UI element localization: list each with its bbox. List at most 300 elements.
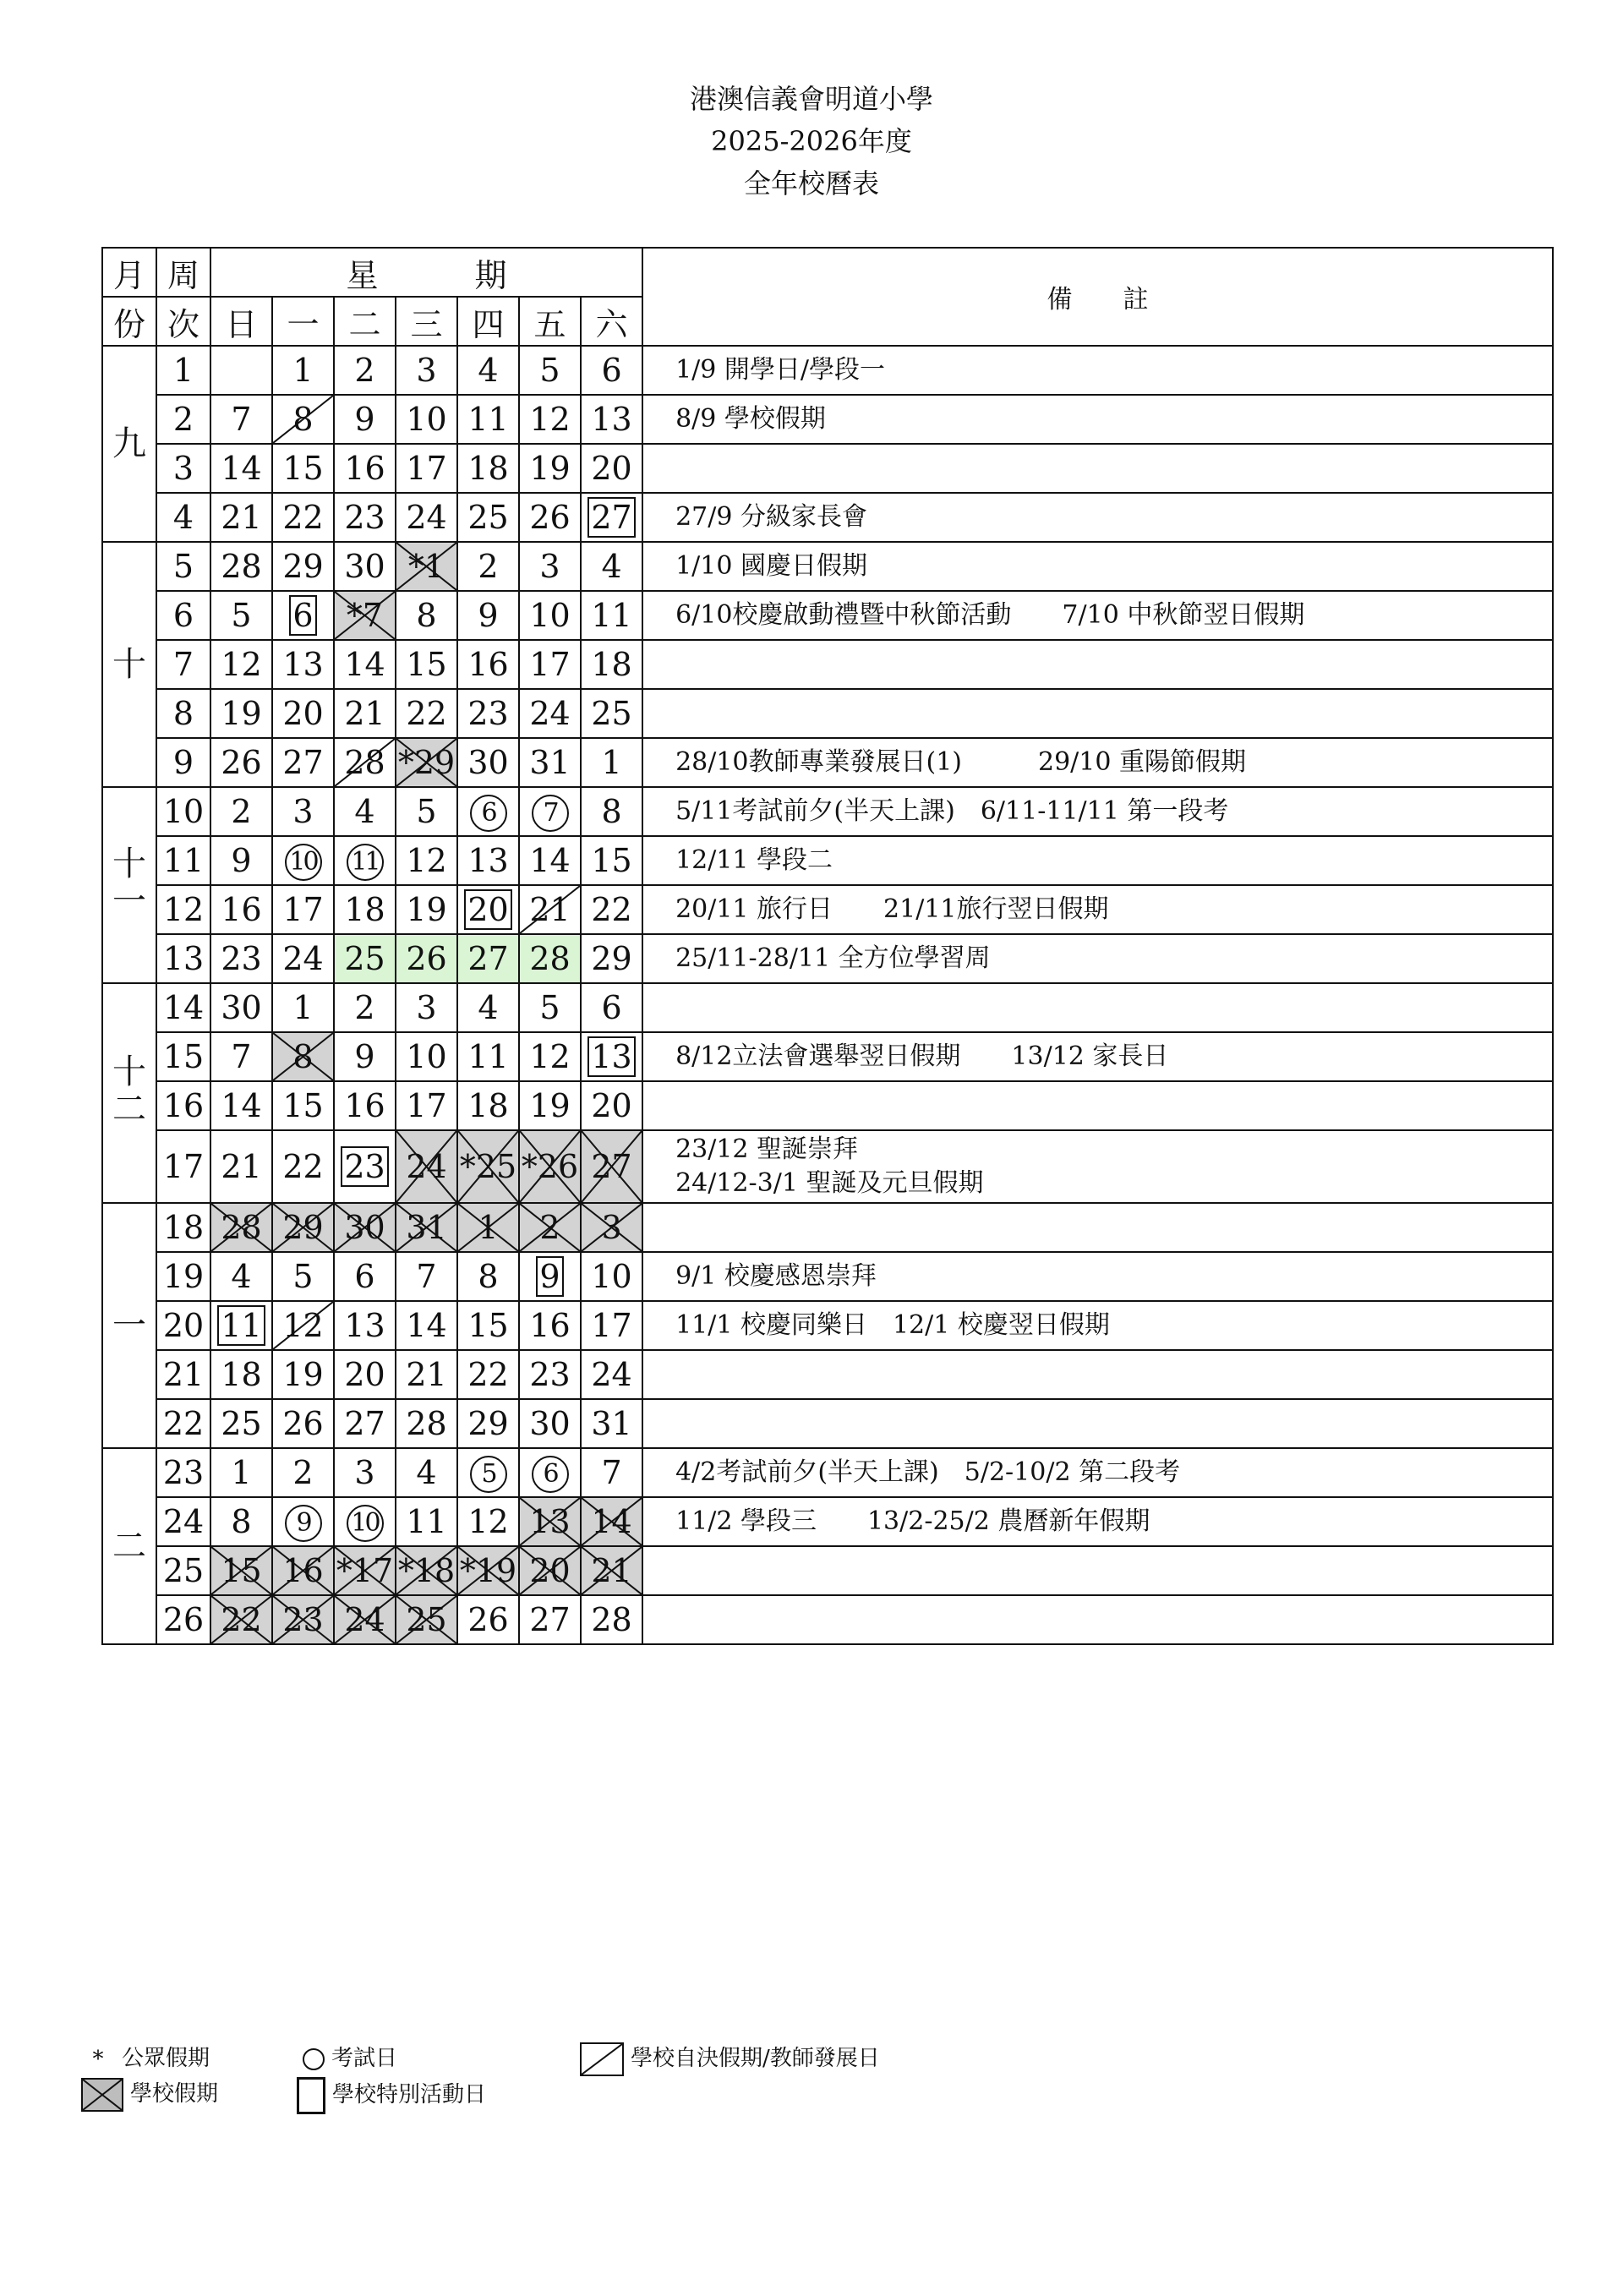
remark-text: [675, 451, 1552, 485]
day-cell: [457, 1350, 519, 1399]
day-number: 22: [406, 695, 447, 732]
day-number: 4: [416, 1454, 437, 1491]
day-number: 15: [467, 1307, 509, 1344]
day-cell: [272, 1448, 334, 1497]
day-cell: [334, 591, 396, 640]
day-number: 28: [406, 1405, 447, 1442]
day-number: 8: [601, 793, 622, 830]
day-number: 16: [467, 646, 509, 683]
week-row: [102, 1595, 1553, 1644]
day-number: 30: [344, 548, 385, 585]
week-number: 26: [156, 1595, 210, 1644]
remark-text: [675, 1211, 1552, 1244]
day-number: 24: [282, 940, 324, 977]
day-cell: [334, 444, 396, 493]
week-number: 19: [156, 1252, 210, 1301]
day-number: 9: [536, 1256, 563, 1297]
month-label: [102, 787, 156, 983]
day-number: *29: [397, 744, 456, 781]
day-cell: [519, 346, 581, 395]
remarks-cell: [642, 836, 1553, 885]
day-cell: [272, 591, 334, 640]
week-number: 15: [156, 1032, 210, 1081]
week-row: [102, 885, 1553, 934]
month-label-text: 十: [112, 645, 146, 684]
day-number: 24: [529, 695, 571, 732]
day-number: 27: [587, 497, 635, 538]
day-number: 3: [292, 793, 314, 830]
day-cell: [581, 640, 642, 689]
day-number: 5: [539, 989, 560, 1026]
day-cell: [457, 689, 519, 738]
week-row: [102, 1081, 1553, 1130]
remark-text: 24/12-3/1 聖誕及元旦假期: [675, 1168, 984, 1198]
week-row: [102, 934, 1553, 983]
day-cell: [457, 1301, 519, 1350]
day-number: 15: [591, 842, 632, 879]
document-title: [0, 78, 1623, 205]
day-cell: [210, 885, 272, 934]
day-cell: [396, 836, 457, 885]
day-number: 11: [467, 401, 509, 438]
day-number: 10: [406, 1038, 447, 1075]
day-cell: [581, 542, 642, 591]
day-cell: [581, 1448, 642, 1497]
day-cell: [272, 983, 334, 1032]
day-number: 1: [292, 989, 314, 1026]
legend-public-holiday: [81, 2042, 210, 2075]
day-number: 21: [406, 1356, 447, 1393]
day-cell: [519, 1203, 581, 1252]
day-number: 11: [591, 597, 632, 634]
day-cell: [581, 1497, 642, 1546]
remark-text: 20/11 旅行日 21/11旅行翌日假期: [675, 894, 1109, 924]
remarks-cell: [642, 1130, 1553, 1203]
day-cell: [210, 1448, 272, 1497]
day-cell: [581, 787, 642, 836]
day-number: 7: [231, 1038, 252, 1075]
week-number: 20: [156, 1301, 210, 1350]
day-number: 13: [467, 842, 509, 879]
day-number: 22: [221, 1601, 262, 1638]
day-cell: [272, 934, 334, 983]
day-cell: [519, 885, 581, 934]
cross-box-icon: [81, 2078, 123, 2112]
legend-special-activity-label: 學校特別活動日: [332, 2082, 487, 2107]
remarks-cell: [642, 1252, 1553, 1301]
day-number: *26: [521, 1148, 579, 1185]
week-number: 4: [156, 493, 210, 542]
day-cell: [334, 1032, 396, 1081]
day-number: 27: [344, 1405, 385, 1442]
remarks-cell: [642, 1399, 1553, 1448]
remarks-cell: [642, 885, 1553, 934]
remarks-cell: [642, 1595, 1553, 1644]
day-number: 16: [282, 1552, 324, 1589]
remark-text: 23/12 聖誕崇拜: [675, 1134, 859, 1164]
day-cell: [210, 395, 272, 444]
day-number: 12: [282, 1307, 324, 1344]
remarks-cell: [642, 1203, 1553, 1252]
day-number: 31: [591, 1405, 632, 1442]
day-number: 5: [470, 1456, 507, 1493]
day-number: 18: [467, 1087, 509, 1124]
day-number: 9: [354, 1038, 375, 1075]
day-number: 21: [591, 1552, 632, 1589]
week-row: [102, 1448, 1553, 1497]
day-cell: [210, 1546, 272, 1595]
day-cell: [272, 1350, 334, 1399]
day-cell: [334, 689, 396, 738]
day-number: 10: [347, 1505, 384, 1542]
day-number: 20: [344, 1356, 385, 1393]
day-number: 24: [591, 1356, 632, 1393]
day-cell: [210, 934, 272, 983]
day-cell: [519, 395, 581, 444]
day-cell: [334, 640, 396, 689]
day-cell: [519, 836, 581, 885]
day-cell: [334, 836, 396, 885]
day-cell: [210, 1252, 272, 1301]
day-number: 26: [221, 744, 262, 781]
remarks-cell: [642, 493, 1553, 542]
legend-school-holiday-label: 學校假期: [130, 2081, 219, 2107]
remarks-cell: [642, 1301, 1553, 1350]
day-cell: [272, 1130, 334, 1203]
month-label-text: 九: [112, 424, 146, 463]
day-cell: [519, 1497, 581, 1546]
remark-text: 4/2考試前夕(半天上課) 5/2-10/2 第二段考: [675, 1457, 1181, 1487]
day-number: 12: [406, 842, 447, 879]
week-number: 13: [156, 934, 210, 983]
day-number: 14: [529, 842, 571, 879]
day-number: 12: [529, 1038, 571, 1075]
day-number: 27: [591, 1148, 632, 1185]
day-cell: [519, 1081, 581, 1130]
day-number: 2: [478, 548, 499, 585]
day-cell: [272, 493, 334, 542]
day-number: 29: [282, 1209, 324, 1246]
day-cell: [581, 689, 642, 738]
day-number: 23: [529, 1356, 571, 1393]
day-cell: [396, 542, 457, 591]
day-cell: [457, 1032, 519, 1081]
day-number: 29: [282, 548, 324, 585]
week-number: 18: [156, 1203, 210, 1252]
day-cell: [334, 787, 396, 836]
remarks-cell: [642, 1350, 1553, 1399]
remarks-cell: [642, 983, 1553, 1032]
day-cell: [210, 836, 272, 885]
day-number: 1: [292, 352, 314, 389]
legend-public-holiday-label: 公眾假期: [122, 2046, 210, 2071]
day-cell: [396, 591, 457, 640]
day-cell: [581, 1350, 642, 1399]
day-number: 17: [591, 1307, 632, 1344]
day-number: 13: [344, 1307, 385, 1344]
day-cell: [457, 1546, 519, 1595]
day-number: 18: [591, 646, 632, 683]
day-number: 22: [282, 1148, 324, 1185]
school-year: 2025-2026年度: [711, 125, 912, 157]
day-number: 23: [467, 695, 509, 732]
day-cell: [519, 1595, 581, 1644]
day-cell: [519, 1252, 581, 1301]
day-number: *18: [397, 1552, 456, 1589]
day-cell: [334, 1350, 396, 1399]
day-cell: [272, 689, 334, 738]
day-number: 16: [344, 1087, 385, 1124]
day-number: 16: [529, 1307, 571, 1344]
day-cell: [210, 1497, 272, 1546]
remark-text: [675, 1358, 1552, 1391]
day-number: 6: [354, 1258, 375, 1295]
school-calendar-table: [101, 247, 1554, 1645]
day-cell: [457, 934, 519, 983]
day-number: 17: [529, 646, 571, 683]
remarks-cell: [642, 1546, 1553, 1595]
day-number: 19: [529, 450, 571, 487]
day-number: 23: [282, 1601, 324, 1638]
week-number: 12: [156, 885, 210, 934]
day-cell: [396, 1546, 457, 1595]
day-cell: [334, 1497, 396, 1546]
remarks-cell: [642, 395, 1553, 444]
day-cell: [334, 934, 396, 983]
day-number: 25: [406, 1601, 447, 1638]
day-number: 14: [344, 646, 385, 683]
day-number: 3: [601, 1209, 622, 1246]
day-number: 14: [221, 450, 262, 487]
day-number: 28: [221, 548, 262, 585]
remark-text: 1/10 國慶日假期: [675, 551, 867, 581]
month-label-text: 一: [112, 1306, 146, 1345]
day-cell: [334, 395, 396, 444]
month-label: [102, 346, 156, 542]
day-cell: [334, 542, 396, 591]
day-cell: [581, 738, 642, 787]
remark-text: 6/10校慶啟動禮暨中秋節活動 7/10 中秋節翌日假期: [675, 600, 1305, 630]
day-cell: [457, 1448, 519, 1497]
day-cell: [519, 591, 581, 640]
day-cell: [581, 1252, 642, 1301]
weekday-fri: 五: [519, 297, 581, 346]
week-row: [102, 836, 1553, 885]
day-cell: [519, 542, 581, 591]
day-number: 17: [406, 1087, 447, 1124]
weekday-wed: 三: [396, 297, 457, 346]
day-number: 15: [221, 1552, 262, 1589]
day-number: 20: [464, 889, 511, 930]
asterisk-symbol: *: [92, 2047, 104, 2072]
day-cell: [396, 1301, 457, 1350]
day-number: 5: [292, 1258, 314, 1295]
day-cell: [519, 934, 581, 983]
day-number: 3: [416, 352, 437, 389]
day-number: 17: [406, 450, 447, 487]
day-cell: [519, 1301, 581, 1350]
remarks-cell: [642, 1497, 1553, 1546]
day-cell: [581, 934, 642, 983]
day-cell: [272, 1546, 334, 1595]
day-number: 20: [529, 1552, 571, 1589]
week-row: [102, 591, 1553, 640]
day-number: 6: [532, 1456, 569, 1493]
day-number: 18: [221, 1356, 262, 1393]
week-row: [102, 1399, 1553, 1448]
week-row: [102, 444, 1553, 493]
day-cell: [581, 1130, 642, 1203]
day-number: 24: [406, 499, 447, 536]
day-number: 21: [344, 695, 385, 732]
day-number: 2: [354, 989, 375, 1026]
day-cell: [457, 885, 519, 934]
week-number: 8: [156, 689, 210, 738]
week-number: 6: [156, 591, 210, 640]
day-cell: [457, 1497, 519, 1546]
day-cell: [210, 689, 272, 738]
week-row: [102, 542, 1553, 591]
remark-text: 28/10教師專業發展日(1) 29/10 重陽節假期: [675, 747, 1247, 777]
remarks-header: 備 註: [642, 248, 1553, 346]
day-cell: [581, 983, 642, 1032]
week-row: [102, 983, 1553, 1032]
day-cell: [519, 1399, 581, 1448]
day-number: 8: [416, 597, 437, 634]
remark-text: [675, 648, 1552, 681]
remarks-cell: [642, 1081, 1553, 1130]
remarks-cell: [642, 591, 1553, 640]
remark-text: 1/9 開學日/學段一: [675, 355, 885, 385]
day-cell: [581, 395, 642, 444]
week-number: 9: [156, 738, 210, 787]
day-number: 9: [285, 1505, 322, 1542]
school-name: 港澳信義會明道小學: [689, 83, 933, 115]
day-number: 7: [231, 401, 252, 438]
day-cell: [210, 1595, 272, 1644]
week-number: 21: [156, 1350, 210, 1399]
day-cell: [519, 1032, 581, 1081]
day-cell: [396, 934, 457, 983]
day-number: 3: [354, 1454, 375, 1491]
remark-text: [675, 1603, 1552, 1637]
day-cell: [272, 1497, 334, 1546]
day-cell: [272, 1081, 334, 1130]
day-number: 19: [406, 891, 447, 928]
day-cell: [396, 1032, 457, 1081]
day-cell: [272, 395, 334, 444]
day-number: 6: [289, 595, 316, 636]
day-cell: [396, 395, 457, 444]
day-number: 31: [529, 744, 571, 781]
day-cell: [334, 983, 396, 1032]
week-row: [102, 787, 1553, 836]
month-label: [102, 1448, 156, 1644]
day-number: 2: [354, 352, 375, 389]
day-number: 11: [217, 1305, 265, 1346]
remark-text: 25/11-28/11 全方位學習周: [675, 943, 991, 973]
day-cell: [210, 444, 272, 493]
day-cell: [210, 1350, 272, 1399]
month-label-text: 二: [112, 1527, 146, 1566]
day-number: 28: [344, 744, 385, 781]
day-number: 22: [282, 499, 324, 536]
remarks-cell: [642, 934, 1553, 983]
day-cell: [396, 689, 457, 738]
legend-exam-day-label: 考試日: [331, 2046, 398, 2071]
day-cell: [457, 836, 519, 885]
day-number: 16: [344, 450, 385, 487]
legend-school-decided-label: 學校自決假期/教師發展日: [631, 2046, 880, 2071]
day-cell: [272, 738, 334, 787]
week-row: [102, 1130, 1553, 1203]
day-cell: [457, 444, 519, 493]
remark-text: 12/11 學段二: [675, 845, 833, 875]
day-number: 13: [529, 1503, 571, 1540]
day-number: 21: [221, 1148, 262, 1185]
week-number: 2: [156, 395, 210, 444]
remarks-cell: [642, 1448, 1553, 1497]
week-number: 14: [156, 983, 210, 1032]
day-cell: [519, 689, 581, 738]
circle-icon: [303, 2048, 325, 2070]
day-number: 4: [601, 548, 622, 585]
day-number: 25: [591, 695, 632, 732]
day-number: 7: [601, 1454, 622, 1491]
day-number: 7: [416, 1258, 437, 1295]
remarks-cell: [642, 689, 1553, 738]
day-cell: [581, 1301, 642, 1350]
day-number: 29: [591, 940, 632, 977]
day-number: 4: [231, 1258, 252, 1295]
week-row: [102, 738, 1553, 787]
legend-school-decided: [580, 2042, 880, 2075]
day-cell: [272, 1595, 334, 1644]
day-cell: [581, 1081, 642, 1130]
day-number: 10: [285, 844, 322, 881]
day-number: 12: [529, 401, 571, 438]
day-cell: [210, 542, 272, 591]
day-number: 13: [591, 401, 632, 438]
day-cell: [272, 1301, 334, 1350]
day-number: 1: [601, 744, 622, 781]
day-number: 17: [282, 891, 324, 928]
week-row: [102, 1203, 1553, 1252]
day-number: 9: [231, 842, 252, 879]
day-cell: [334, 346, 396, 395]
remarks-cell: [642, 444, 1553, 493]
day-cell: [334, 1130, 396, 1203]
day-number: 27: [467, 940, 509, 977]
day-cell: [457, 1399, 519, 1448]
day-number: 9: [354, 401, 375, 438]
day-cell: [272, 1399, 334, 1448]
day-number: *25: [459, 1148, 517, 1185]
week-number: 16: [156, 1081, 210, 1130]
day-cell: [457, 1203, 519, 1252]
day-cell: [519, 1546, 581, 1595]
day-cell: [581, 591, 642, 640]
day-number: 14: [406, 1307, 447, 1344]
day-cell: [334, 1081, 396, 1130]
month-label-text: 十二: [112, 1052, 146, 1129]
day-number: 23: [341, 1146, 388, 1187]
day-number: 6: [470, 795, 507, 832]
day-cell: [457, 1081, 519, 1130]
day-cell: [210, 640, 272, 689]
day-cell: [519, 493, 581, 542]
slash-box-icon: [580, 2042, 624, 2076]
